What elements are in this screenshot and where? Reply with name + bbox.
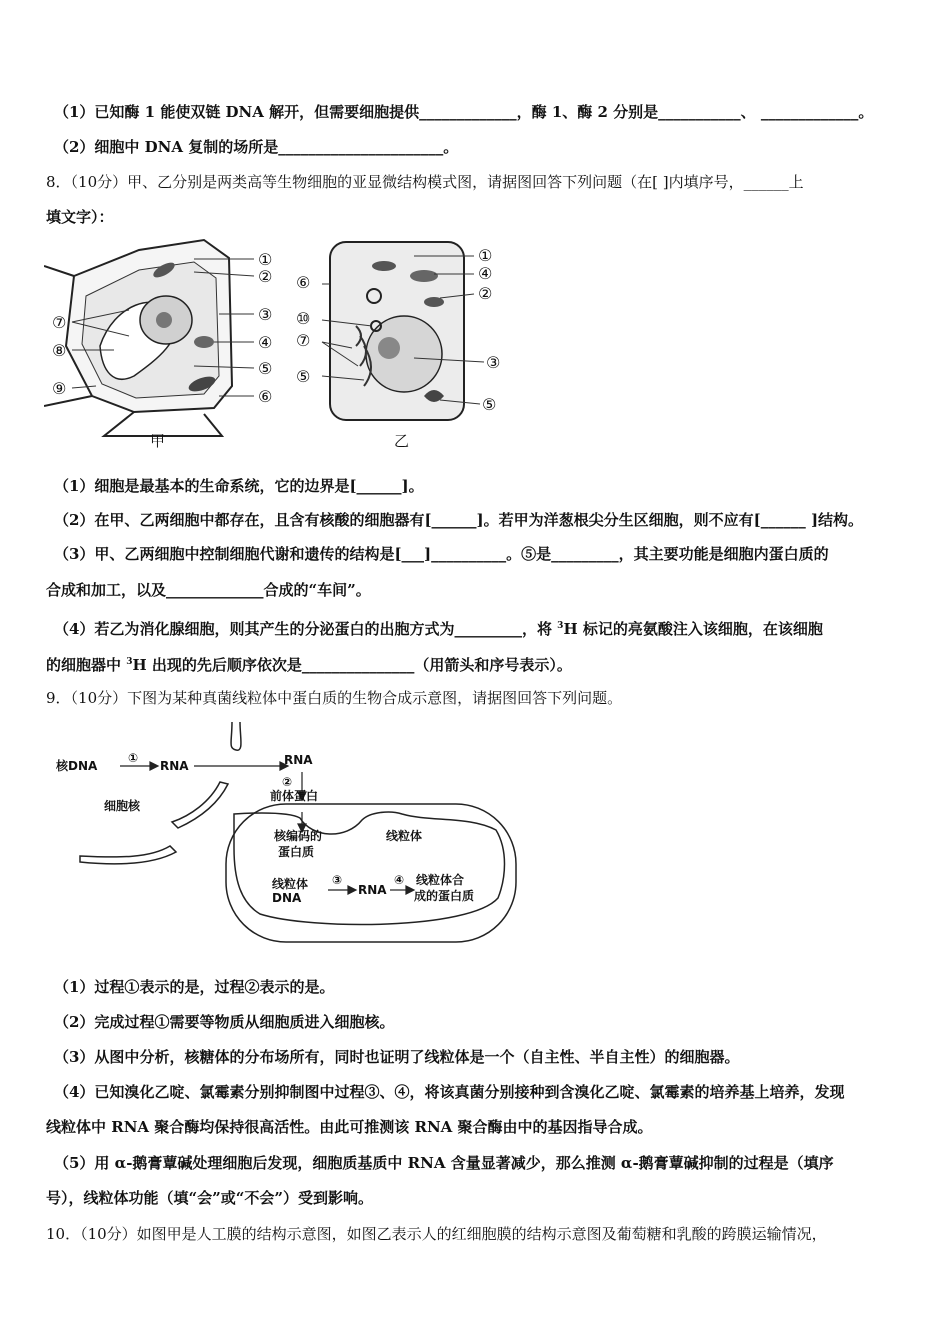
label-step-4: ④ <box>394 873 405 887</box>
q9-sub5-line2: 号），线粒体功能（填“会”或“不会”）受到影响。 <box>46 1189 374 1207</box>
q10-stem: 10．（10分）如图甲是人工膜的结构示意图，如图乙表示人的红细胞膜的结构示意图及葡萄糖和乳酸的跨膜运输情况， <box>46 1225 827 1243</box>
label-nuclear-encoded-1: 核编码的 <box>274 829 323 843</box>
q8-sub4-line1: （4）若乙为消化腺细胞，则其产生的分泌蛋白的出胞方式为_________，将 $^3$H 标记的亮氨酸注入该细胞，在该细胞 <box>54 620 823 638</box>
label-rna-3: RNA <box>358 883 387 897</box>
q7-sub1: （1）已知酶 1 能使双链 DNA 解开，但需要细胞提供_____________，酶 1、酶 2 分别是___________、 _____________。 <box>54 103 874 121</box>
q9-sub5-line1: （5）用 α-鹅膏蕈碱处理细胞后发现，细胞质基质中 RNA 含量显著减少，那么推测 α-鹅膏蕈碱抑制的过程是（填序 <box>54 1154 834 1172</box>
q9-sub1: （1）过程①表示的是，过程②表示的是。 <box>54 978 335 996</box>
yi-label-7: ⑦ <box>296 331 311 350</box>
label-rna: RNA <box>160 759 189 773</box>
q8-sub4-line2: 的细胞器中 $^3$H 出现的先后顺序依次是_______________（用箭头和序号表示）。 <box>46 656 572 674</box>
q9-stem: 9．（10分）下图为某种真菌线粒体中蛋白质的生物合成示意图，请据图回答下列问题。 <box>46 689 623 707</box>
label-nuclear-encoded-2: 蛋白质 <box>278 845 315 859</box>
label-nuclear-dna: 核DNA <box>56 759 98 773</box>
jia-label-6: ⑥ <box>258 387 273 406</box>
label-mt-dna-1: 线粒体 <box>272 877 309 891</box>
label-step-2: ② <box>282 775 293 789</box>
figure-animal-cell <box>294 236 504 450</box>
label-mt-protein-2: 成的蛋白质 <box>414 889 475 903</box>
yi-label-3: ③ <box>486 353 501 372</box>
q9-sub4-line2: 线粒体中 RNA 聚合酶均保持很高活性。由此可推测该 RNA 聚合酶由中的基因指导合成。 <box>46 1118 653 1136</box>
label-mt-dna-2: DNA <box>272 891 302 905</box>
jia-label-2: ② <box>258 267 273 286</box>
label-precursor-protein: 前体蛋白 <box>270 789 319 803</box>
jia-label-8: ⑧ <box>52 341 67 360</box>
yi-label-1: ① <box>478 246 493 265</box>
label-mt-protein-1: 线粒体合 <box>416 873 465 887</box>
q9-sub2: （2）完成过程①需要等物质从细胞质进入细胞核。 <box>54 1013 395 1031</box>
q8-sub3-line1: （3）甲、乙两细胞中控制细胞代谢和遗传的结构是[___]__________。⑤是_________，其主要功能是细胞内蛋白质的 <box>54 545 829 563</box>
figure-mitochondria-protein-synthesis <box>50 718 540 950</box>
yi-label-2: ② <box>478 284 493 303</box>
yi-label-5-right: ⑤ <box>482 395 497 414</box>
jia-label-3: ③ <box>258 305 273 324</box>
yi-label-4: ④ <box>478 264 493 283</box>
q8-sub3-line2: 合成和加工，以及_____________合成的“车间”。 <box>46 581 371 599</box>
yi-label-6: ⑥ <box>296 273 311 292</box>
q7-sub2: （2）细胞中 DNA 复制的场所是______________________。 <box>54 138 459 156</box>
yi-label-5-left: ⑤ <box>296 367 311 386</box>
fig-jia-caption: 甲 <box>150 432 166 450</box>
q9-sub3: （3）从图中分析，核糖体的分布场所有，同时也证明了线粒体是一个（自主性、半自主性）的细胞器。 <box>54 1048 740 1066</box>
q8-stem-line2: 填文字）： <box>46 208 114 226</box>
figure-plant-cell <box>44 236 284 450</box>
jia-label-1: ① <box>258 250 273 269</box>
label-step-3: ③ <box>332 873 343 887</box>
q8-sub1: （1）细胞是最基本的生命系统，它的边界是[______]。 <box>54 477 424 495</box>
fig-yi-caption: 乙 <box>394 432 410 450</box>
label-rna-2: RNA <box>284 753 313 767</box>
label-step-1: ① <box>128 751 139 765</box>
jia-label-4: ④ <box>258 333 273 352</box>
q9-sub4-line1: （4）已知溴化乙啶、氯霉素分别抑制图中过程③、④，将该真菌分别接种到含溴化乙啶、氯霉素的培养基上培养，发现 <box>54 1083 845 1101</box>
label-nucleus: 细胞核 <box>104 799 141 813</box>
q8-sub2: （2）在甲、乙两细胞中都存在，且含有核酸的细胞器有[______]。若甲为洋葱根尖分生区细胞，则不应有[______ ]结构。 <box>54 511 864 529</box>
jia-label-5: ⑤ <box>258 359 273 378</box>
jia-label-9: ⑨ <box>52 379 67 398</box>
label-mitochondrion: 线粒体 <box>386 829 423 843</box>
jia-label-7: ⑦ <box>52 313 67 332</box>
q8-stem-line1: 8．（10分）甲、乙分别是两类高等生物细胞的亚显微结构模式图，请据图回答下列问题（在[ ]内填序号，______上 <box>46 173 804 191</box>
yi-label-10: ⑩ <box>296 309 311 328</box>
